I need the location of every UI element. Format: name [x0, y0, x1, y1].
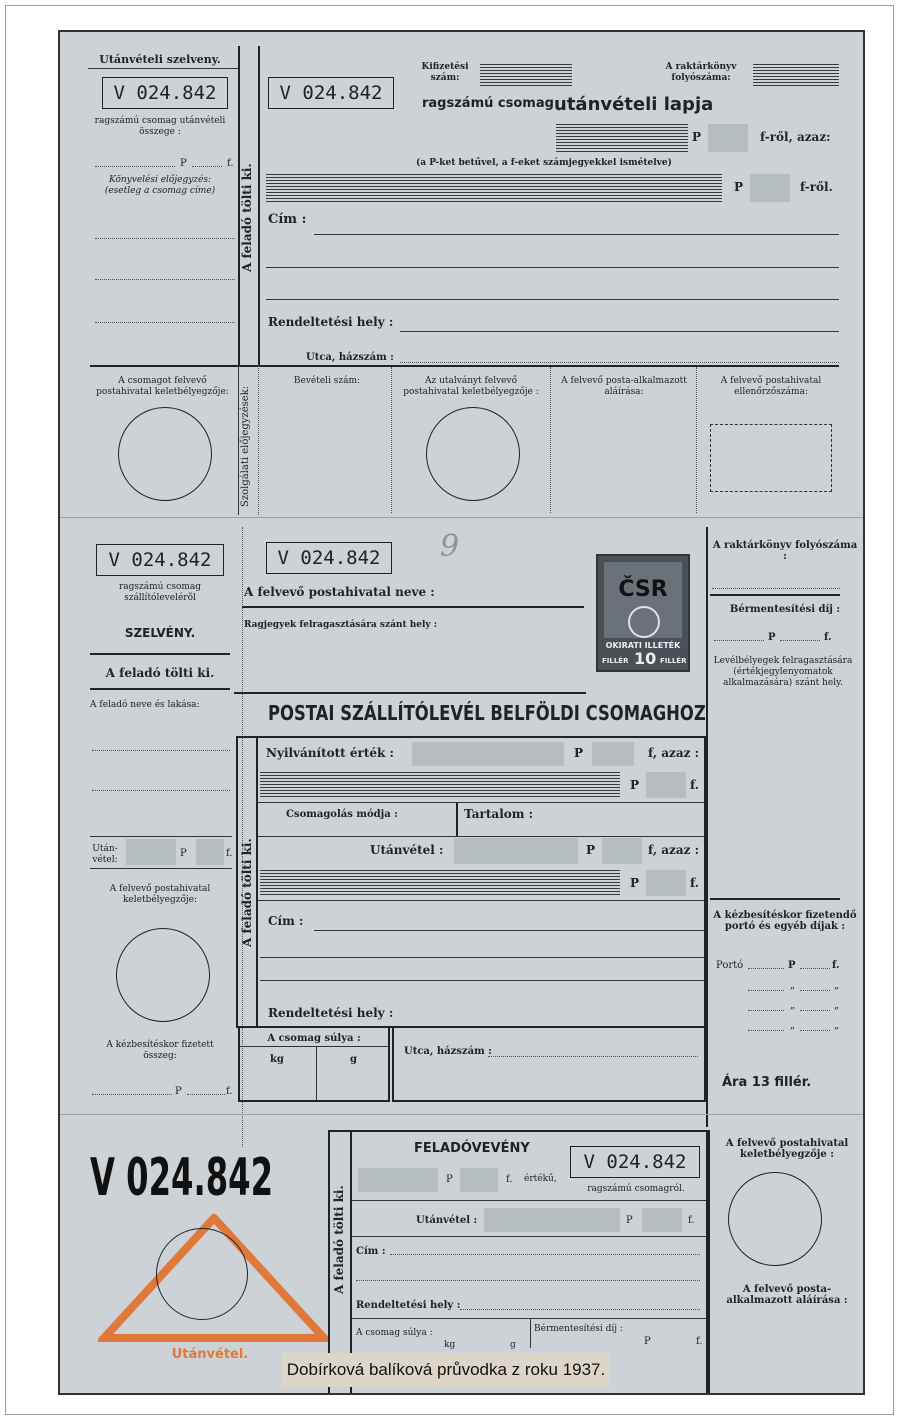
p-label: P	[180, 848, 187, 859]
p-label: P	[788, 960, 796, 971]
f-label: f.	[227, 158, 234, 169]
f-label: f.	[690, 876, 699, 890]
stamp-value: 10	[634, 649, 657, 668]
heading-big: utánvételi lapja	[554, 94, 714, 115]
stamp-circle	[426, 407, 520, 501]
right-due-label: A kézbesítéskor fizetendő portó és egyéb díjak :	[713, 910, 857, 932]
big-serial: V 024.842	[90, 1148, 274, 1208]
kg-label: kg	[270, 1054, 284, 1065]
service-vertical: Szolgálati előjegyzések:	[240, 385, 251, 507]
serial-box: V 024.842	[96, 544, 224, 576]
f-label: f.	[690, 778, 699, 792]
p-label: P	[692, 130, 702, 144]
stamp-okirati: OKIRATI ILLETÉK	[605, 641, 681, 650]
sender-vertical-bottom: A feladó tölti ki.	[332, 1185, 346, 1294]
frol-azaz-label: f-ről, azaz:	[760, 130, 831, 144]
stamp-circle	[116, 928, 210, 1022]
stamp-filler-left: FILLÉR	[602, 657, 629, 665]
f-azaz-label: f, azaz :	[648, 746, 700, 760]
f-label: f.	[506, 1174, 513, 1185]
col-money-order-label: Az utalványt felvevő postahivatal keletbélyegzője :	[403, 376, 539, 397]
f-label: f.	[226, 1086, 233, 1097]
stub-sender-label: A feladó neve és lakása:	[90, 700, 200, 710]
quote-mark: „	[834, 980, 840, 991]
right-fee-label: Bérmentesítési díj :	[729, 604, 841, 615]
dest-label-bottom: Rendeltetési hely :	[356, 1300, 461, 1311]
f-label: f.	[688, 1215, 695, 1226]
p-label: P	[644, 1336, 651, 1347]
col-receipt-label: Bevételi szám:	[293, 376, 361, 386]
f-label: f.	[824, 632, 832, 643]
stamp-area-label: Ragjegyek felragasztására szánt hely :	[244, 620, 438, 630]
col-stamp-label: A csomagot felvevő postahivatal keletbélyegzője:	[96, 376, 229, 397]
p-label: P	[630, 876, 640, 890]
kg-label: kg	[444, 1340, 456, 1350]
receipt-title: FELADÓVEVÉNY	[414, 1141, 530, 1156]
quote-mark: „	[790, 1000, 796, 1011]
stamp-circle	[118, 407, 212, 501]
serial-box: V 024.842	[102, 77, 228, 109]
right-stamp-bottom: A felvevő postahivatal keletbélyegzője :	[725, 1138, 849, 1160]
weight-label: A csomag súlya :	[267, 1033, 361, 1044]
quote-mark: „	[834, 1020, 840, 1031]
address-label-mid: Cím :	[268, 914, 304, 928]
content-label: Tartalom :	[464, 807, 534, 821]
office-label: A felvevő postahivatal neve :	[244, 585, 435, 599]
stamp-csr: ČSR	[618, 577, 668, 602]
stamp-circle	[156, 1228, 248, 1320]
stub-stamp-label: A felvevő postahivatal keletbélyegzője:	[109, 884, 211, 905]
stub-title: SZELVÉNY.	[124, 626, 196, 640]
postage-stamp	[596, 554, 690, 672]
payout-label: Kifizetési szám:	[421, 62, 469, 83]
f-azaz-label: f, azaz :	[648, 843, 700, 857]
image-caption: Dobírková balíková průvodka z roku 1937.	[282, 1353, 610, 1387]
stub-amount-label: ragszámú csomag utánvételi összege :	[94, 116, 226, 137]
declared-label: Nyilvánított érték :	[266, 746, 394, 760]
g-label: g	[510, 1340, 516, 1350]
right-sign-bottom: A felvevő posta-alkalmazott aláírása :	[726, 1284, 848, 1306]
street-label: Utca, házszám :	[306, 352, 394, 363]
p-label: P	[768, 632, 776, 643]
f-label: f.	[696, 1336, 703, 1347]
serial-box: V 024.842	[266, 542, 392, 574]
porto-label: Portó	[716, 960, 744, 971]
value-small-label: értékű,	[524, 1174, 557, 1184]
dest-label: Rendeltetési hely :	[268, 315, 394, 329]
p-label: P	[734, 180, 744, 194]
quote-mark: „	[834, 1000, 840, 1011]
stub-account-label: Könyvelési előjegyzés: (esetleg a csomag címe)	[104, 175, 216, 196]
street-label-mid: Utca, házszám :	[404, 1046, 492, 1057]
heading-small: ragszámú csomag	[422, 96, 554, 111]
sender-vertical-top: A feladó tölti ki.	[240, 163, 254, 272]
p-label: P	[586, 843, 596, 857]
main-title: POSTAI SZÁLLÍTÓLEVÉL BELFÖLDI CSOMAGHOZ	[268, 701, 706, 725]
dest-label-mid: Rendeltetési hely :	[268, 1006, 394, 1020]
p-label: P	[574, 746, 584, 760]
right-book-label: A raktárkönyv folyószáma :	[712, 540, 858, 562]
handwritten-mark: 9	[440, 529, 460, 564]
sender-vertical-mid: A feladó tölti ki.	[240, 838, 254, 947]
price-label: Ára 13 fillér.	[722, 1075, 812, 1090]
cod-mark: Utánvétel.	[171, 1347, 249, 1362]
book-label: A raktárkönyv folyószáma:	[665, 62, 737, 83]
serial-box: V 024.842	[268, 77, 394, 109]
stub-paid-label: A kézbesítéskor fizetett összeg:	[106, 1040, 214, 1061]
cod-label-bottom: Utánvétel :	[416, 1215, 478, 1226]
right-stamps-label: Levélbélyegek felragasztására (értékjegylenyomatok alkalmazására) szánt hely.	[713, 656, 853, 688]
col-control-label: A felvevő postahivatal ellenőrzőszáma:	[720, 376, 822, 397]
fee-label-bottom: Bérmentesítési díj :	[534, 1324, 623, 1334]
packing-label: Csomagolás módja :	[286, 809, 398, 820]
f-label: f.	[832, 960, 840, 971]
stamp-filler-right: FILLÉR	[660, 657, 687, 665]
quote-mark: „	[790, 1020, 796, 1031]
stub-cod-label: Után-vétel:	[92, 844, 118, 865]
col-signature-label: A felvevő posta-alkalmazott aláírása:	[561, 376, 687, 397]
address-label-bottom: Cím :	[356, 1246, 386, 1257]
cod-label: Utánvétel :	[370, 843, 444, 857]
serial-box: V 024.842	[570, 1146, 700, 1178]
p-label: P	[446, 1174, 453, 1185]
stub-small-label: ragszámú csomag szállítólevelérõl	[118, 582, 202, 603]
receipt-recv-label: ragszámú csomagról.	[587, 1184, 685, 1194]
stamp-circle	[728, 1172, 822, 1266]
p-label: P	[180, 158, 187, 169]
p-label: P	[630, 778, 640, 792]
quote-mark: „	[790, 980, 796, 991]
f-label: f.	[226, 848, 233, 859]
address-label: Cím :	[268, 212, 307, 227]
frol-label: f-ről.	[800, 180, 833, 194]
p-label: P	[626, 1215, 633, 1226]
g-label: g	[350, 1054, 357, 1065]
cod-stub-title: Utánvételi szelveny.	[99, 53, 221, 66]
stub-fill-label: A feladó tölti ki.	[105, 666, 215, 680]
parcel-form	[58, 30, 865, 1395]
repeat-note: (a P-ket betűvel, a f-eket számjegyekkel ismételve)	[416, 158, 672, 168]
p-label: P	[175, 1086, 182, 1097]
weight-label-bottom: A csomag súlya :	[356, 1328, 433, 1338]
